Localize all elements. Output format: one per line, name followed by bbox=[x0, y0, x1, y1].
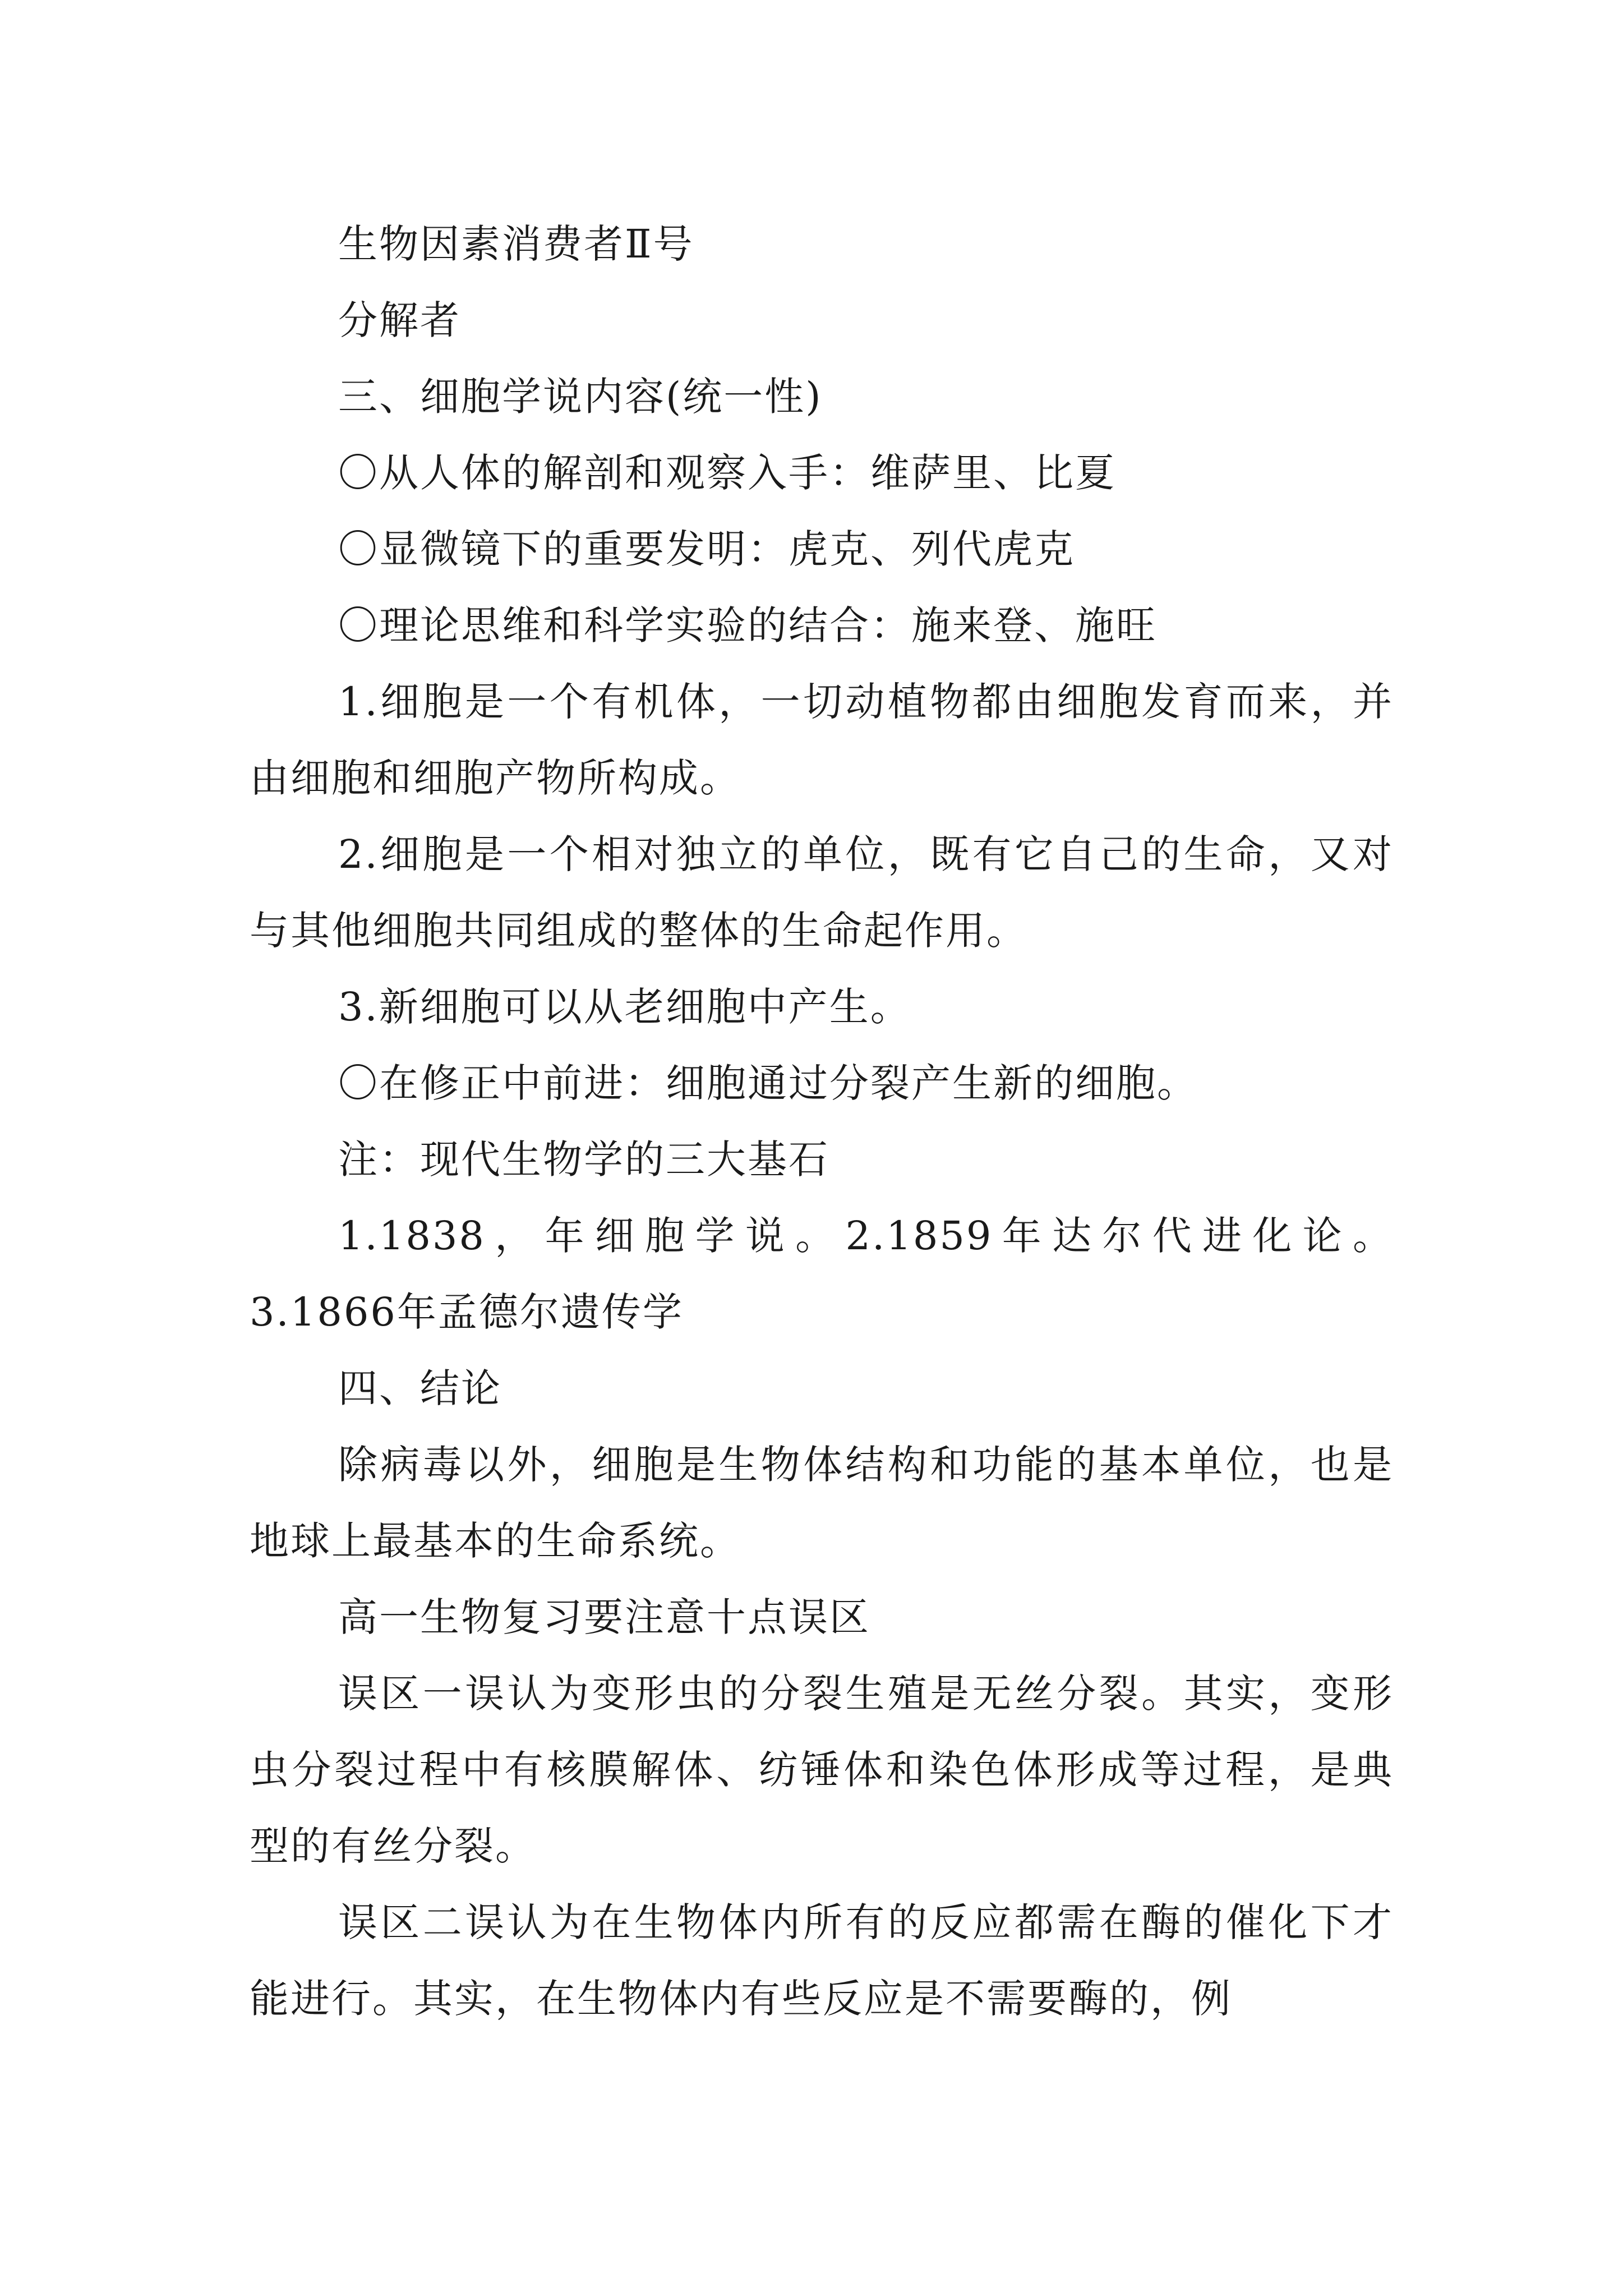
paragraph-1: 生物因素消费者Ⅱ号 bbox=[338, 221, 694, 267]
paragraph-10: 〇在修正中前进：细胞通过分裂产生新的细胞。 bbox=[338, 1060, 1198, 1106]
paragraph-9: 3.新细胞可以从老细胞中产生。 bbox=[338, 984, 911, 1030]
paragraph-11: 注：现代生物学的三大基石 bbox=[338, 1137, 829, 1182]
paragraph-6: 〇理论思维和科学实验的结合：施来登、施旺 bbox=[338, 602, 1157, 648]
paragraph-16: 误区一误认为变形虫的分裂生殖是无丝分裂。其实，变形虫分裂过程中有核膜解体、纺锤体和染色体形成等过程，是典型的有丝分裂。 bbox=[250, 1671, 1394, 1869]
paragraph-2: 分解者 bbox=[338, 297, 461, 343]
section-heading-review: 高一生物复习要注意十点误区 bbox=[338, 1594, 870, 1640]
section-heading-cell-theory: 三、细胞学说内容(统一性) bbox=[338, 374, 823, 420]
paragraph-5: 〇显微镜下的重要发明：虎克、列代虎克 bbox=[338, 526, 1075, 572]
paragraph-12: 1.1838，年细胞学说。2.1859年达尔代进化论。3.1866年孟德尔遗传学 bbox=[250, 1213, 1394, 1335]
section-heading-conclusion: 四、结论 bbox=[338, 1365, 502, 1411]
paragraph-4: 〇从人体的解剖和观察入手：维萨里、比夏 bbox=[338, 450, 1116, 496]
paragraph-14: 除病毒以外，细胞是生物体结构和功能的基本单位，也是地球上最基本的生命系统。 bbox=[250, 1442, 1394, 1564]
paragraph-7: 1.细胞是一个有机体，一切动植物都由细胞发育而来，并由细胞和细胞产物所构成。 bbox=[250, 679, 1394, 801]
paragraph-8: 2.细胞是一个相对独立的单位，既有它自己的生命，又对与其他细胞共同组成的整体的生命起作用。 bbox=[250, 831, 1394, 954]
paragraph-17: 误区二误认为在生物体内所有的反应都需在酶的催化下才能进行。其实，在生物体内有些反应是不需要酶的，例 bbox=[250, 1899, 1394, 2022]
